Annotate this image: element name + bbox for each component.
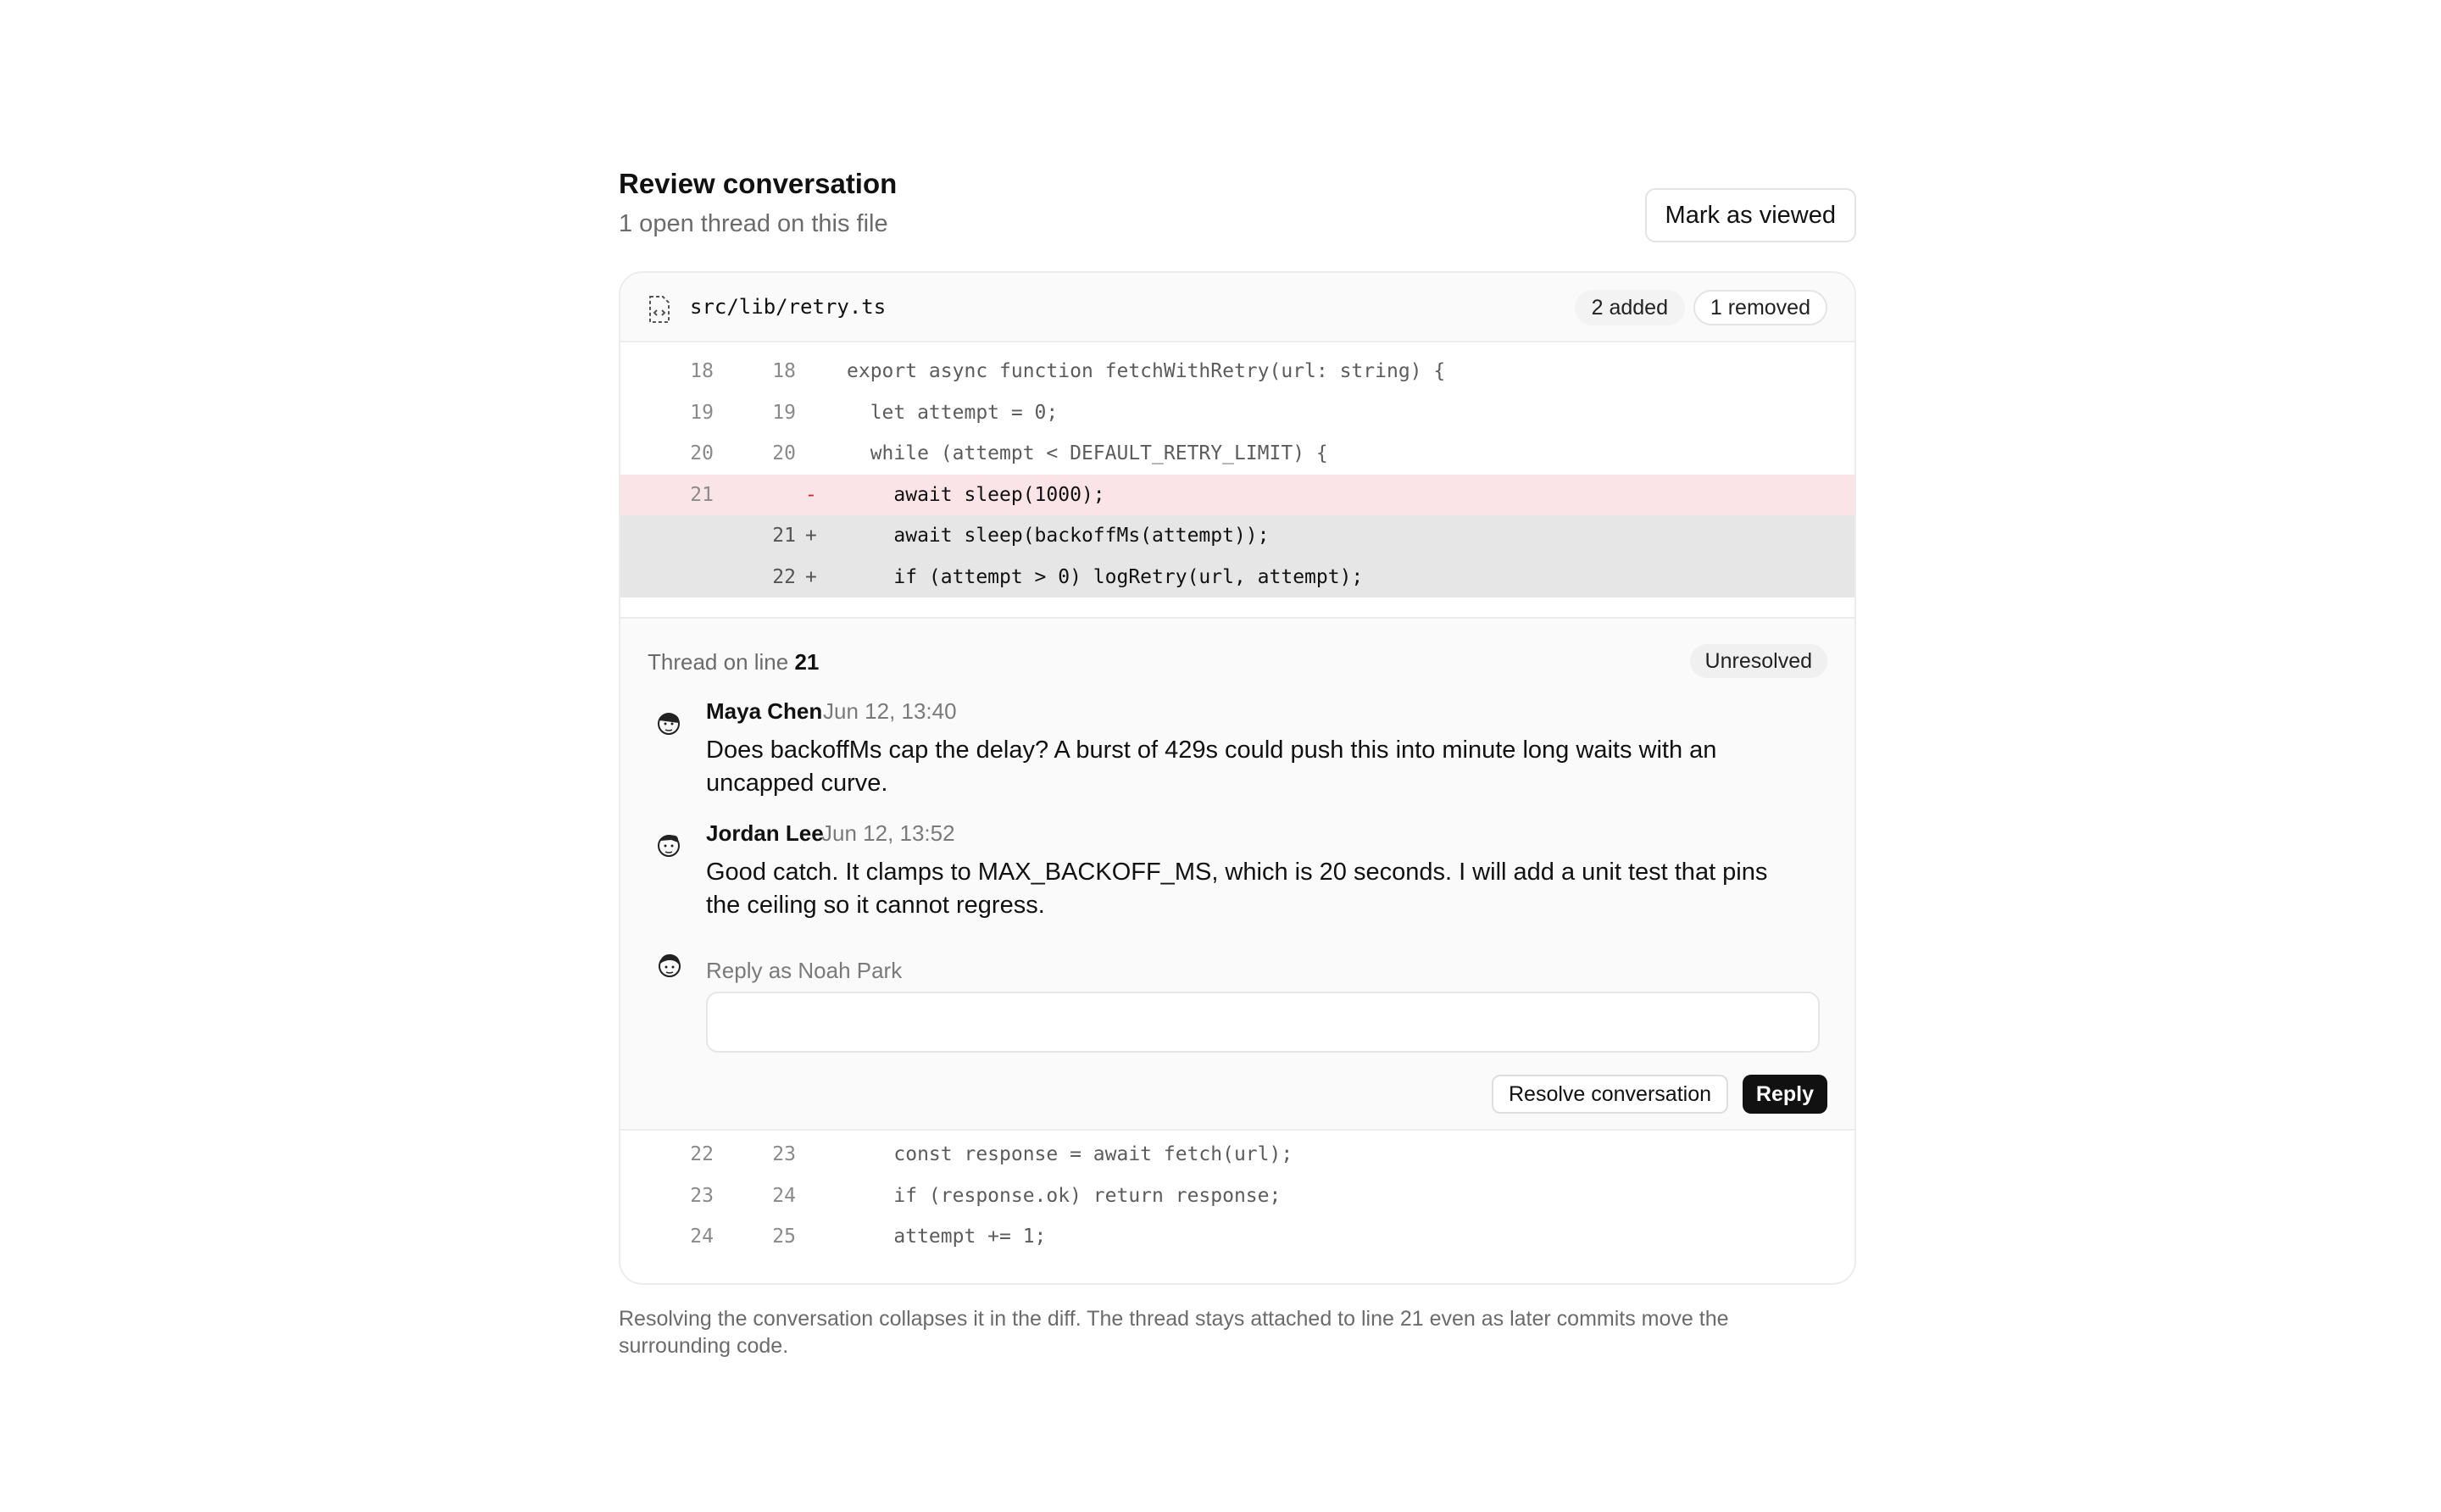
file-path[interactable]: src/lib/retry.ts	[690, 295, 887, 319]
new-line-number: 18	[772, 360, 796, 382]
old-line-number: 24	[690, 1226, 714, 1248]
diff-line-removed	[620, 475, 1854, 516]
code-text: await sleep(backoffMs(attempt));	[847, 525, 1270, 547]
diff-line	[620, 392, 1854, 434]
diff-line	[620, 1216, 1854, 1258]
diff-line-added	[620, 557, 1854, 598]
code-text: if (attempt > 0) logRetry(url, attempt);	[847, 565, 1364, 588]
code-text: if (response.ok) return response;	[847, 1184, 1282, 1207]
new-line-number: 25	[772, 1226, 796, 1248]
code-text: attempt += 1;	[847, 1226, 1047, 1248]
page-subtitle: 1 open thread on this file	[619, 210, 888, 237]
file-header	[620, 273, 1854, 342]
old-line-number: 19	[690, 401, 714, 424]
file-code-icon	[648, 295, 671, 324]
old-line-number: 22	[690, 1143, 714, 1165]
resolve-conversation-button[interactable]: Resolve conversation	[1492, 1075, 1728, 1114]
avatar	[653, 707, 687, 741]
diff-lines-top	[620, 342, 1854, 598]
new-line-number: 23	[772, 1143, 796, 1165]
new-line-number: 24	[772, 1184, 796, 1207]
removed-count-badge: 1 removed	[1693, 290, 1827, 325]
diff-line	[620, 1176, 1854, 1217]
review-thread	[620, 617, 1854, 1131]
thread-line-number: 21	[794, 649, 820, 675]
old-line-number: 20	[690, 442, 714, 464]
code-text: let attempt = 0;	[847, 401, 1059, 424]
diff-sign: +	[805, 525, 817, 547]
old-line-number: 18	[690, 360, 714, 382]
new-line-number: 21	[772, 525, 796, 547]
comment-body: Good catch. It clamps to MAX_BACKOFF_MS, which is 20 seconds. I will add a unit test that pins the ceiling so it cannot regress.	[706, 859, 1768, 919]
review-panel	[619, 161, 1856, 1358]
diff-line	[620, 1134, 1854, 1176]
reply-input[interactable]	[706, 992, 1820, 1053]
code-text: const response = await fetch(url);	[847, 1143, 1293, 1165]
page-title: Review conversation	[619, 168, 898, 199]
new-line-number: 19	[772, 401, 796, 424]
diff-card	[619, 271, 1856, 1285]
diff-lines-bottom	[620, 1134, 1854, 1258]
avatar	[653, 829, 687, 863]
review-header	[619, 161, 1856, 263]
diff-sign: +	[805, 565, 817, 588]
comment-timestamp: Jun 12, 13:52	[821, 820, 955, 846]
code-text: while (attempt < DEFAULT_RETRY_LIMIT) {	[847, 442, 1328, 464]
reply-label: Reply as Noah Park	[706, 958, 903, 983]
diff-line	[620, 351, 1854, 392]
diff-line	[620, 433, 1854, 475]
old-line-number: 23	[690, 1184, 714, 1207]
comment-timestamp: Jun 12, 13:40	[823, 698, 957, 724]
new-line-number: 20	[772, 442, 796, 464]
mark-as-viewed-button[interactable]: Mark as viewed	[1645, 188, 1856, 242]
code-text: export async function fetchWithRetry(url: string) {	[847, 360, 1446, 382]
old-line-number: 21	[690, 483, 714, 506]
comment-author[interactable]: Jordan Lee	[706, 820, 824, 846]
avatar	[653, 949, 687, 983]
status-badge: Unresolved	[1690, 644, 1827, 678]
diff-sign: -	[805, 483, 817, 506]
diff-line-added	[620, 515, 1854, 557]
footnote: Resolving the conversation collapses it in the diff. The thread stays attached to line 21 even as later commits move the surrounding code.	[619, 1307, 1729, 1358]
added-count-badge: 2 added	[1575, 290, 1685, 325]
comment-author[interactable]: Maya Chen	[706, 698, 823, 724]
comment-body: Does backoffMs cap the delay? A burst of 429s could push this into minute long waits with an uncapped curve.	[706, 737, 1717, 797]
thread-label-prefix: Thread on line	[648, 649, 789, 675]
reply-button[interactable]: Reply	[1743, 1075, 1827, 1114]
new-line-number: 22	[772, 565, 796, 588]
code-text: await sleep(1000);	[847, 483, 1105, 506]
thread-label	[648, 649, 819, 675]
